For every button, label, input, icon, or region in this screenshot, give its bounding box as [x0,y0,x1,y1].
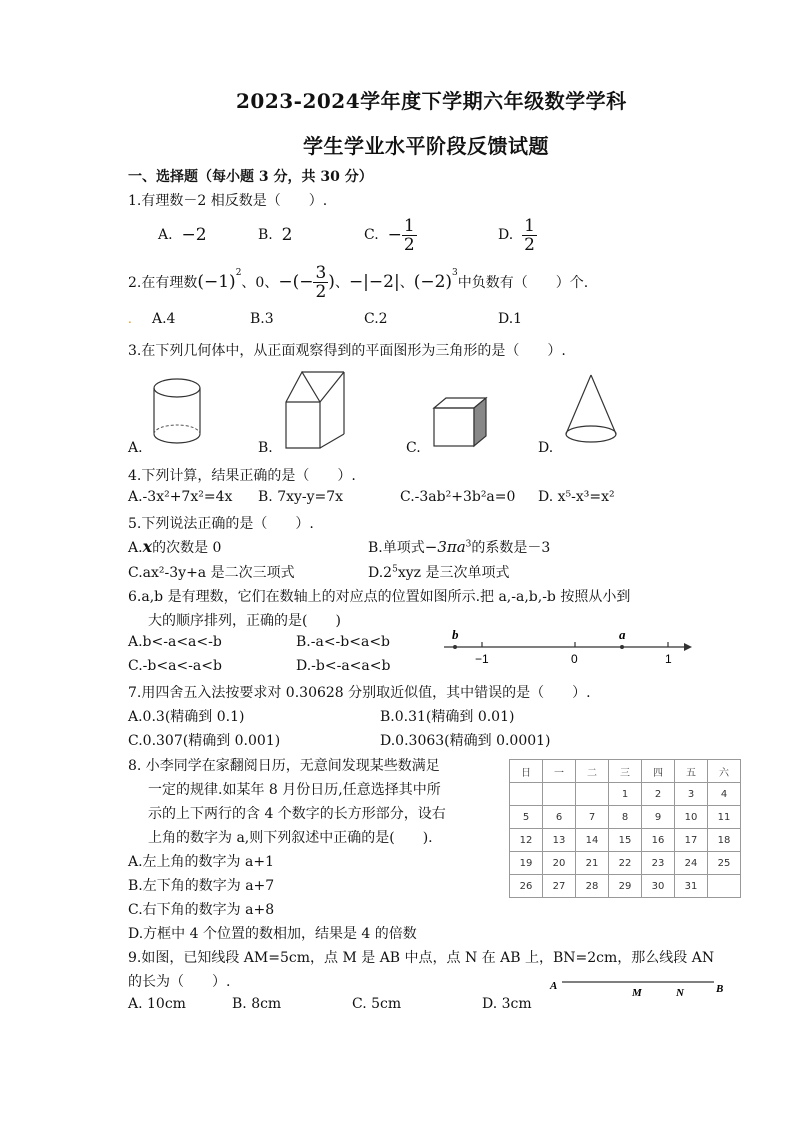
q5-d-prefix: D.2 [368,565,393,581]
q1-option-a [158,213,207,257]
q3-label-b: B. [258,440,273,456]
cal-cell: 7 [576,806,609,829]
q4-option-b: B. 7xy-y=7x [258,489,344,505]
cal-cell: 4 [708,783,741,806]
cal-header-cell: 四 [642,760,675,783]
q2-fraction [313,264,328,301]
cal-cell: 13 [543,829,576,852]
q5-b-text: 的系数是－3 [471,540,551,556]
q4-stem: 4.下列计算，结果正确的是（ ）. [128,468,356,484]
q9-option-a: A. 10cm [128,996,186,1012]
seg-label-b: B [716,983,724,995]
q7-option-d: D.0.3063(精确到 0.0001) [380,733,551,749]
cal-cell: 19 [510,852,543,875]
stray-dot: . [128,312,132,326]
q5-a-text: 的次数是 0 [152,540,222,556]
number-line [440,625,692,669]
cal-cell: 15 [609,829,642,852]
q2-option-d: D.1 [498,311,523,327]
q8-option-c: C.右下角的数字为 a+8 [128,902,275,918]
q2-prefix: 2.在有理数 [128,275,198,291]
cal-header-cell: 三 [609,760,642,783]
axis-label-b: b [452,627,459,642]
q9-stem-line1: 9.如图，已知线段 AM=5cm，点 M 是 AB 中点，点 N 在 AB 上，BN=2cm，那么线段 AN [128,950,715,966]
cal-cell: 28 [576,875,609,898]
cal-cell: 24 [675,852,708,875]
q3-stem: 3.在下列几何体中，从正面观察得到的平面图形为三角形的是（ ）. [128,343,566,359]
q6-option-b: B.-a<-b<a<b [296,634,391,650]
q4-option-d: D. x⁵-x³=x² [538,489,615,505]
axis-label-zero: 0 [571,652,578,666]
cal-cell: 1 [609,783,642,806]
q1-option-b [258,213,292,257]
q7-stem: 7.用四舍五入法按要求对 0.30628 分别取近似值，其中错误的是（ ）. [128,685,591,701]
q1-option-c-label: C. [364,227,379,243]
q1-option-d-fraction [522,217,537,254]
cal-cell: 18 [708,829,741,852]
q2-frac-num: 3 [315,262,327,283]
cylinder-figure [150,376,204,448]
cal-cell [576,783,609,806]
q3-label-d: D. [538,440,554,456]
cal-cell: 25 [708,852,741,875]
page-subtitle: 学生学业水平阶段反馈试题 [303,134,549,158]
q2-option-c: C.2 [364,311,388,327]
cal-cell: 5 [510,806,543,829]
axis-label-a: a [619,627,626,642]
q5-b-prefix: B.单项式 [368,540,425,556]
cal-cell: 6 [543,806,576,829]
q7-option-c: C.0.307(精确到 0.001) [128,733,281,749]
q1-option-a-value: −2 [181,225,207,245]
seg-label-a: A [550,980,558,992]
cal-header-cell: 一 [543,760,576,783]
q5-option-d [368,562,509,582]
q1-option-a-label: A. [158,227,173,243]
q8-option-d: D.方框中 4 个位置的数相加，结果是 4 的倍数 [128,926,417,942]
q6-option-c: C.-b<a<-a<b [128,658,222,674]
q8-stem-line2: 一定的规律.如某年 8 月份日历,任意选择其中所 [148,782,441,798]
cal-cell: 3 [675,783,708,806]
cal-cell: 14 [576,829,609,852]
cal-cell: 17 [675,829,708,852]
q2-term3: −|−2| [348,272,400,292]
q5-d-text: xyz 是三次单项式 [397,565,510,581]
q1-option-d-label: D. [498,227,514,243]
q5-a-var: x [142,537,153,556]
cal-cell: 22 [609,852,642,875]
q4-option-c: C.-3ab²+3b²a=0 [400,489,516,505]
q1-c-numerator: 1 [403,215,415,236]
cal-cell: 9 [642,806,675,829]
q8-stem-line1: 8. 小李同学在家翻阅日历，无意间发现某些数满足 [128,758,440,774]
page-title: 2023-2024学年度下学期六年级数学学科 [236,89,627,113]
august-calendar [509,759,741,898]
cal-cell: 23 [642,852,675,875]
seg-label-m: M [632,987,642,998]
cal-header-cell: 六 [708,760,741,783]
q2-term2-pre: −(− [278,272,314,292]
prism-figure [280,368,354,454]
cal-cell: 26 [510,875,543,898]
q1-c-denominator: 2 [403,234,415,255]
cal-cell: 10 [675,806,708,829]
q1-option-b-value: 2 [281,225,293,245]
q8-option-a: A.左上角的数字为 a+1 [128,854,274,870]
calendar-row [510,806,741,829]
q5-option-b [368,537,550,557]
q2-term4-exp: 3 [452,268,458,278]
calendar-row [510,783,741,806]
cube-figure [430,394,490,450]
segment-figure [546,972,732,998]
q5-b-expr: −3πa [424,538,466,556]
calendar-row [510,875,741,898]
q1-option-c [364,213,417,257]
q4-option-a: A.-3x²+7x²=4x [128,489,233,505]
q7-option-b: B.0.31(精确到 0.01) [380,709,515,725]
q7-option-a: A.0.3(精确到 0.1) [128,709,245,725]
q2-stem [128,258,588,306]
cal-cell: 11 [708,806,741,829]
q5-stem: 5.下列说法正确的是（ ）. [128,516,314,532]
q6-stem-line1: 6.a,b 是有理数，它们在数轴上的对应点的位置如图所示.把 a,-a,b,-b 按照从小到 [128,589,631,605]
q5-option-c: C.ax²-3y+a 是二次三项式 [128,565,295,581]
cal-cell [510,783,543,806]
calendar-row [510,829,741,852]
axis-label-neg1: −1 [475,652,489,666]
q1-option-b-label: B. [258,227,273,243]
cal-header-cell: 日 [510,760,543,783]
q1-stem: 1.有理数－2 相反数是（ ）. [128,193,328,209]
q1-option-d [498,213,537,257]
cal-cell: 31 [675,875,708,898]
q2-suffix: 中负数有（ ）个. [457,275,589,291]
calendar-header-row [510,760,741,783]
section-heading: 一、选择题（每小题 3 分，共 30 分） [128,169,373,185]
q9-option-c: C. 5cm [352,996,402,1012]
cal-header-cell: 二 [576,760,609,783]
q8-stem-line4: 上角的数字为 a,则下列叙述中正确的是( ). [148,830,433,846]
q6-option-d: D.-b<-a<a<b [296,658,391,674]
cal-cell [708,875,741,898]
q5-option-a [128,537,221,557]
q5-d-exp: 5 [392,564,398,575]
q3-label-c: C. [406,440,421,456]
cal-cell: 20 [543,852,576,875]
q1-option-c-fraction [402,217,417,254]
cal-cell: 30 [642,875,675,898]
calendar-row [510,852,741,875]
seg-label-n: N [676,987,684,998]
cal-cell: 27 [543,875,576,898]
q5-a-prefix: A. [128,540,143,556]
cal-cell: 21 [576,852,609,875]
q9-stem-line2: 的长为（ ）. [128,974,231,990]
cal-cell: 12 [510,829,543,852]
q1-d-numerator: 1 [524,215,535,236]
q2-frac-den: 2 [315,281,327,302]
cal-cell: 16 [642,829,675,852]
q1-option-c-sign: − [387,225,402,245]
q2-term1-exp: 2 [235,268,242,278]
q2-option-b: B.3 [250,311,274,327]
q5-b-exp: 3 [465,539,472,550]
q3-label-a: A. [128,440,143,456]
cal-cell [543,783,576,806]
q9-option-b: B. 8cm [232,996,282,1012]
q2-term2-post: ) [328,272,335,292]
q6-stem-line2: 大的顺序排列，正确的是( ) [148,613,341,629]
q2-term4: (−2) [413,272,453,292]
q9-option-d: D. 3cm [482,996,532,1012]
cal-cell: 8 [609,806,642,829]
q2-option-a: A.4 [152,311,176,327]
q2-sep3: 、 [399,275,414,291]
q2-term1: (−1) [197,272,236,292]
cone-figure [562,372,620,448]
cal-cell: 29 [609,875,642,898]
q1-d-denominator: 2 [524,234,535,255]
q8-stem-line3: 示的上下两行的含 4 个数字的长方形部分，设右 [148,806,446,822]
q8-option-b: B.左下角的数字为 a+7 [128,878,275,894]
q2-sep2: 、 [334,275,349,291]
q2-sep1: 、0、 [241,275,279,291]
axis-label-one: 1 [665,652,672,666]
cal-cell: 2 [642,783,675,806]
cal-header-cell: 五 [675,760,708,783]
q6-option-a: A.b<-a<a<-b [128,634,222,650]
